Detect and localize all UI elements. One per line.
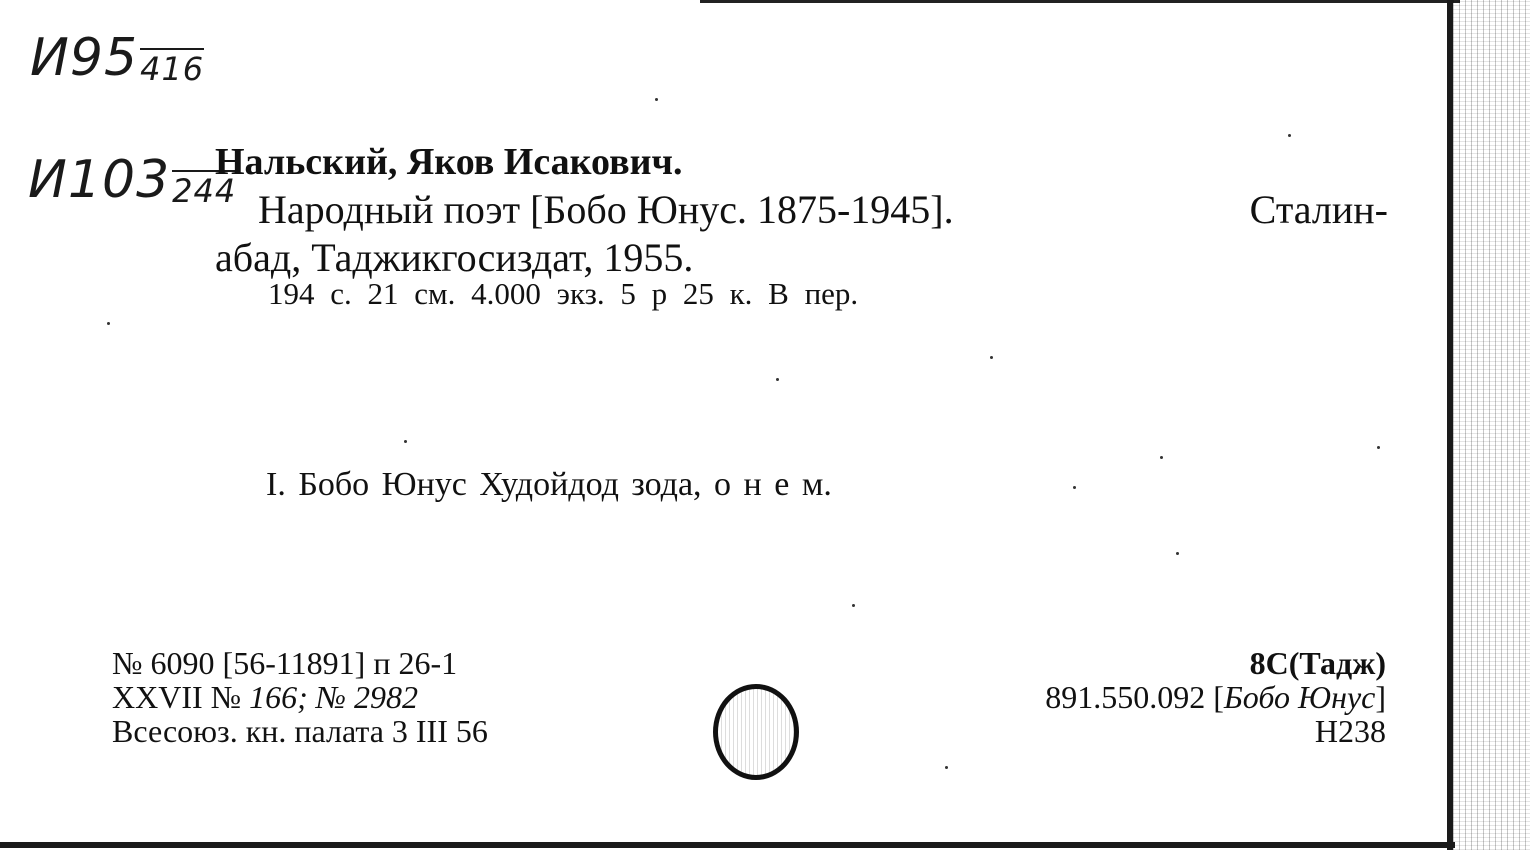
footer-left-line-2 [112, 680, 488, 714]
scan-speck [852, 604, 855, 607]
scan-edge-noise [1453, 0, 1530, 850]
udc-line [1045, 680, 1386, 714]
scan-speck [990, 356, 993, 359]
scan-speck [1160, 456, 1163, 459]
footer-right-block [1045, 646, 1386, 748]
scan-speck [1073, 486, 1076, 489]
classification-code: 8С(Тадж) [1249, 645, 1386, 681]
title-line-2: абад, Таджикгосиздат, 1955. [215, 235, 694, 280]
punch-hole [713, 684, 799, 780]
place-start: Сталин- [1249, 187, 1388, 232]
footer-left-block [112, 646, 488, 748]
scan-speck [107, 322, 110, 325]
call-number-2-sub: 244 [172, 172, 237, 210]
scan-speck [404, 440, 407, 443]
call-number-2-main: И103 [28, 150, 171, 210]
title-line-1 [258, 186, 1388, 233]
call-number-1-sub: 416 [140, 50, 205, 88]
footer-left-line-2-prefix: XXVII № [112, 679, 250, 715]
udc-suffix: ] [1375, 679, 1386, 715]
footer-left-line-1: № 6090 [56-11891] п 26-1 [112, 645, 458, 681]
author-mark: Н238 [1314, 713, 1386, 749]
scan-speck [1377, 446, 1380, 449]
scan-speck [776, 378, 779, 381]
physical-description: 194 с. 21 см. 4.000 экз. 5 р 25 к. В пер. [268, 276, 859, 311]
handwritten-call-number-1 [30, 28, 204, 88]
call-number-1-main: И95 [30, 28, 139, 88]
footer-left-line-3: Всесоюз. кн. палата 3 III 56 [112, 713, 488, 749]
author-heading: Нальский, Яков Исакович. [215, 141, 683, 183]
scan-speck [655, 98, 658, 101]
scan-edge-top [700, 0, 1460, 3]
udc-italic: Бобо Юнус [1223, 679, 1376, 715]
scan-edge-bottom [0, 842, 1455, 848]
subject-heading: I. Бобо Юнус Худойдод зода, о н е м. [266, 466, 832, 503]
udc-prefix: 891.550.092 [ [1045, 679, 1224, 715]
handwritten-call-number-2 [28, 150, 236, 210]
scan-speck [945, 766, 948, 769]
scan-speck [1288, 134, 1291, 137]
footer-left-line-2-italic: 166; № 2982 [249, 679, 418, 715]
scan-speck [1176, 552, 1179, 555]
title-text: Народный поэт [Бобо Юнус. 1875-1945]. [258, 187, 954, 232]
